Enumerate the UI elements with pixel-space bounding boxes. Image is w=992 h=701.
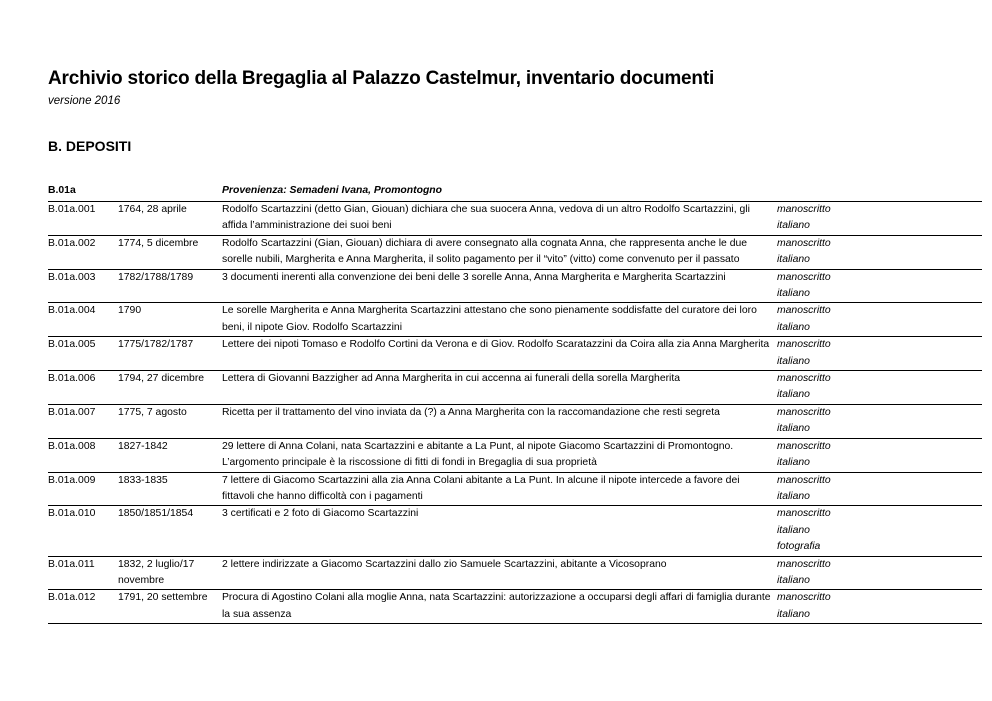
row-type-line: italiano xyxy=(777,321,810,333)
row-type xyxy=(777,371,877,404)
row-type-line: italiano xyxy=(777,355,810,367)
row-date: 1774, 5 dicembre xyxy=(118,237,199,249)
page-title: Archivio storico della Bregaglia al Palazzo Castelmur, inventario documenti xyxy=(48,68,715,89)
row-type-line: manoscritto xyxy=(777,237,831,249)
row-type-line: manoscritto xyxy=(777,406,831,418)
table-row xyxy=(48,371,982,405)
group-code: B.01a xyxy=(48,185,76,196)
row-date: 1782/1788/1789 xyxy=(118,271,194,283)
table-row xyxy=(48,473,982,507)
inventory-table xyxy=(48,183,982,624)
row-date: 1833-1835 xyxy=(118,474,168,486)
row-type-line: manoscritto xyxy=(777,440,831,452)
table-row xyxy=(48,236,982,270)
row-id: B.01a.009 xyxy=(48,474,96,486)
row-id: B.01a.010 xyxy=(48,508,96,520)
row-type xyxy=(777,270,877,303)
row-description: Rodolfo Scartazzini (Gian, Giouan) dichiara di avere consegnato alla cognata Anna, che rappresenta anche le due sorelle nubili, Margherita e Anna Margherita, il solito pagamento per il “vito” (vitto) come convenuto per il passato xyxy=(222,237,748,266)
row-type-line: italiano xyxy=(777,457,810,469)
row-type xyxy=(777,303,877,336)
row-type-line: italiano xyxy=(777,389,810,401)
row-description: Lettere dei nipoti Tomaso e Rodolfo Cortini da Verona e di Giov. Rodolfo Scaratazzini da Coira alla zia Anna Margherita xyxy=(222,339,770,351)
row-description: 7 lettere di Giacomo Scartazzini alla zia Anna Colani abitante a La Punt. In alcune il nipote intercede a favore dei fittavoli che hanno difficoltà con i pagamenti xyxy=(222,474,740,502)
row-type-line: italiano xyxy=(777,220,810,232)
table-row xyxy=(48,270,982,304)
row-date: 1775/1782/1787 xyxy=(118,339,194,351)
row-id: B.01a.006 xyxy=(48,373,96,385)
version-subtitle: versione 2016 xyxy=(48,95,121,107)
row-date: 1794, 27 dicembre xyxy=(118,373,205,385)
row-description: Procura di Agostino Colani alla moglie Anna, nata Scartazzini: autorizzazione a occuparsi degli affari di famiglia durante la sua assenza xyxy=(222,592,771,620)
row-type-line: italiano xyxy=(777,288,810,300)
row-type-line: manoscritto xyxy=(777,204,831,215)
row-date: 1827-1842 xyxy=(118,440,168,452)
row-type xyxy=(777,202,877,235)
row-type-line: italiano xyxy=(777,254,810,266)
row-id: B.01a.002 xyxy=(48,237,96,249)
inventory-rows xyxy=(48,202,982,624)
row-date: 1791, 20 settembre xyxy=(118,592,208,604)
table-row xyxy=(48,337,982,371)
row-type xyxy=(777,557,877,590)
row-type xyxy=(777,439,877,472)
row-type-line: manoscritto xyxy=(777,592,831,604)
table-row xyxy=(48,303,982,337)
row-description: 3 certificati e 2 foto di Giacomo Scartazzini xyxy=(222,508,419,520)
row-id: B.01a.007 xyxy=(48,406,96,418)
table-row xyxy=(48,506,982,556)
row-description: 29 lettere di Anna Colani, nata Scartazzini e abitante a La Punt, al nipote Giacomo Scartazzini di Promontogno. L’argomento principale è la riscossione di fitti di fondi in Bregaglia di sua proprietà xyxy=(222,440,734,469)
row-description: Rodolfo Scartazzini (detto Gian, Giouan) dichiara che sua suocera Anna, vedova di un altro Rodolfo Scartazzini, gli affida l’amministrazione dei suoi beni xyxy=(222,204,750,232)
row-type-line: manoscritto xyxy=(777,474,831,486)
table-row xyxy=(48,590,982,624)
row-date: 1764, 28 aprile xyxy=(118,204,187,215)
row-type xyxy=(777,337,877,370)
row-date: 1850/1851/1854 xyxy=(118,508,194,520)
table-row xyxy=(48,439,982,473)
row-type-line: manoscritto xyxy=(777,558,831,570)
row-date: 1832, 2 luglio/17 novembre xyxy=(118,558,195,586)
table-row xyxy=(48,202,982,236)
row-description: 3 documenti inerenti alla convenzione dei beni delle 3 sorelle Anna, Anna Margherita e Margherita Scartazzini xyxy=(222,271,726,283)
row-type-line: fotografia xyxy=(777,541,821,553)
row-type-line: manoscritto xyxy=(777,271,831,283)
table-row xyxy=(48,405,982,439)
row-id: B.01a.012 xyxy=(48,592,96,604)
row-type-line: manoscritto xyxy=(777,339,831,351)
row-id: B.01a.004 xyxy=(48,305,96,317)
row-type xyxy=(777,473,877,506)
row-type-line: italiano xyxy=(777,490,810,502)
row-type-line: italiano xyxy=(777,423,810,435)
row-type xyxy=(777,405,877,438)
row-type-line: italiano xyxy=(777,524,810,536)
row-id: B.01a.008 xyxy=(48,440,96,452)
row-date: 1790 xyxy=(118,305,142,317)
row-type-line: manoscritto xyxy=(777,373,831,385)
row-type-line: italiano xyxy=(777,608,810,620)
row-description: Lettera di Giovanni Bazzigher ad Anna Margherita in cui accenna ai funerali della sorella Margherita xyxy=(222,373,681,385)
row-date: 1775, 7 agosto xyxy=(118,406,187,418)
group-header-row xyxy=(48,183,982,202)
row-type xyxy=(777,236,877,269)
row-id: B.01a.011 xyxy=(48,558,95,570)
row-type xyxy=(777,590,877,623)
table-row xyxy=(48,557,982,591)
row-type xyxy=(777,506,877,555)
row-description: 2 lettere indirizzate a Giacomo Scartazzini dallo zio Samuele Scartazzini, abitante a Vicosoprano xyxy=(222,558,667,570)
row-description: Le sorelle Margherita e Anna Margherita Scartazzini attestano che sono pienamente soddisfatte del curatore dei loro beni, il nipote Giov. Rodolfo Scartazzini xyxy=(222,305,757,333)
group-provenance: Provenienza: Semadeni Ivana, Promontogno xyxy=(222,185,442,196)
row-type-line: italiano xyxy=(777,574,810,586)
row-id: B.01a.003 xyxy=(48,271,96,283)
row-id: B.01a.001 xyxy=(48,204,96,215)
section-heading: B. DEPOSITI xyxy=(48,138,132,154)
row-description: Ricetta per il trattamento del vino inviata da (?) a Anna Margherita con la raccomandazione che resti segreta xyxy=(222,406,720,418)
row-type-line: manoscritto xyxy=(777,305,831,317)
row-type-line: manoscritto xyxy=(777,508,831,520)
row-id: B.01a.005 xyxy=(48,339,96,351)
